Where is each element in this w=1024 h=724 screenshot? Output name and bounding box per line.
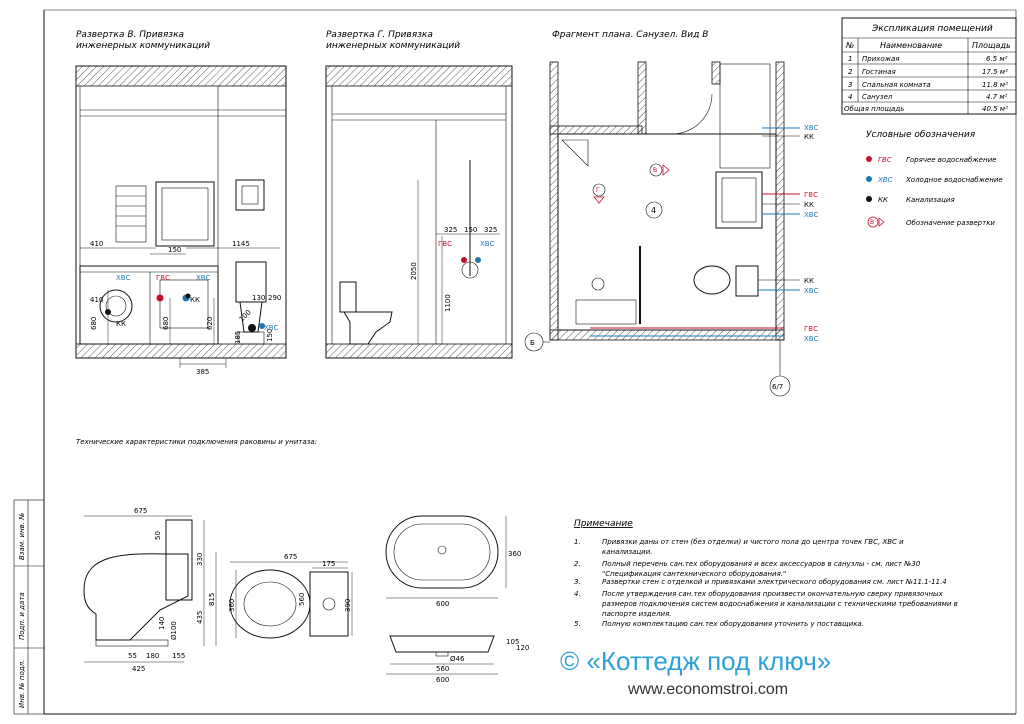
legend-code-mark: В <box>870 219 875 226</box>
note-line: размеров подключения систем водоснабжения и канализации с техническими требованиями в <box>602 600 958 608</box>
dim-v-150b: 150 <box>266 328 274 342</box>
elevation-v <box>76 66 286 376</box>
note-line: Привязки даны от стен (без отделки) и чистого пола до центра точек ГВС, ХВС и <box>602 538 904 546</box>
pipe-label-p-kk2: КК <box>804 201 814 209</box>
tech-title: Технические характеристики подключения раковины и унитаза: <box>76 438 318 446</box>
dim-s-600b: 600 <box>436 676 450 684</box>
explication-table <box>842 18 1016 114</box>
row-n: 2 <box>848 68 853 76</box>
sink-views <box>386 516 529 684</box>
note-number: 3. <box>574 578 581 586</box>
title-view-v-2: инженерных коммуникаций <box>76 41 211 51</box>
title-plan: Фрагмент плана. Санузел. Вид В <box>552 30 709 40</box>
row-n: 4 <box>848 93 853 101</box>
title-view-v-1: Развертка В. Привязка <box>76 30 185 40</box>
dim-s-560: 560 <box>436 665 450 673</box>
dim-t-425: 425 <box>132 665 146 673</box>
note-number: 2. <box>574 560 581 568</box>
dim-v-150: 150 <box>168 246 182 254</box>
plan-mark-v: В <box>653 167 658 174</box>
pipe-label-v-kk1: КК <box>116 320 126 328</box>
plan-mark-g: Г <box>596 187 600 194</box>
pipe-label-v-kk2: КК <box>190 296 200 304</box>
pipe-label-p-cold1: ХВС <box>804 124 819 132</box>
dim-t-330: 330 <box>196 552 204 566</box>
dim-s-105: 105 <box>506 638 520 646</box>
dim-t-435: 435 <box>196 610 204 624</box>
explication-header-name: Наименование <box>880 41 943 50</box>
note-line: "Спецификация сантехнического оборудования." <box>602 570 787 578</box>
pipe-label-g-hot: ГВС <box>438 240 452 248</box>
legend <box>866 130 1003 227</box>
dim-g-1100: 1100 <box>444 294 452 312</box>
title-view-g-1: Развертка Г. Привязка <box>326 30 433 40</box>
pipe-label-g-cold: ХВС <box>480 240 495 248</box>
explication-total-label: Общая площадь <box>844 105 905 113</box>
row-area: 11.8 м² <box>982 81 1008 89</box>
dim-p-675: 675 <box>284 553 298 561</box>
stamp-label-1: Взам. инв. № <box>18 512 26 560</box>
dim-v-130: 130 <box>252 294 266 302</box>
dim-v-680a: 680 <box>90 316 98 330</box>
row-name: Санузел <box>862 93 893 101</box>
note-line: канализации. <box>602 548 653 556</box>
axis-67: 6/7 <box>772 383 784 391</box>
dim-p-390: 390 <box>344 598 352 612</box>
pipe-label-p-hot2: ГВС <box>804 325 818 333</box>
row-area: 6.5 м² <box>986 55 1008 63</box>
dim-t-55: 55 <box>128 652 137 660</box>
explication-header-area: Площадь <box>972 41 1011 50</box>
dim-v-620: 620 <box>206 316 214 330</box>
dim-t-675: 675 <box>134 507 148 515</box>
pipe-label-v-cold3: ХВС <box>264 324 279 332</box>
legend-code-hot: ГВС <box>878 156 892 164</box>
explication-header-n: № <box>846 41 855 50</box>
dim-s-120: 120 <box>516 644 530 652</box>
note-number: 5. <box>574 620 581 628</box>
table-row <box>848 93 1008 101</box>
dim-s-600: 600 <box>436 600 450 608</box>
dim-v-385: 385 <box>196 368 210 376</box>
dim-t-50: 50 <box>154 531 162 540</box>
pipe-label-p-cold3: ХВС <box>804 287 819 295</box>
stamp-label-3: Инв. № подл. <box>18 659 26 708</box>
dim-v-1145: 1145 <box>232 240 250 248</box>
legend-title: Условные обозначения <box>866 130 976 140</box>
dim-v-410a: 410 <box>90 240 104 248</box>
dim-v-290: 290 <box>268 294 282 302</box>
dim-s-360: 360 <box>508 550 522 558</box>
view-titles <box>76 30 708 51</box>
pipe-label-v-cold1: ХВС <box>116 274 131 282</box>
watermark-title: © «Коттедж под ключ» <box>560 646 832 676</box>
dim-s-46: Ø46 <box>450 655 465 663</box>
watermark <box>560 646 831 698</box>
note-line: паспорте изделия. <box>602 610 672 618</box>
dim-t-180: 180 <box>146 652 160 660</box>
pipe-label-p-kk3: КК <box>804 277 814 285</box>
toilet-side-view <box>84 507 216 673</box>
legend-text-mark: Обозначение развертки <box>906 219 995 227</box>
dim-t-100: Ø100 <box>170 621 178 640</box>
table-row <box>848 55 1008 63</box>
note-number: 4. <box>574 590 581 598</box>
pipe-label-p-hot1: ГВС <box>804 191 818 199</box>
dim-t-815: 815 <box>208 592 216 606</box>
elevation-g <box>326 66 512 358</box>
dim-v-410b: 410 <box>90 296 104 304</box>
dim-g-2050: 2050 <box>410 262 418 280</box>
dim-t-155: 155 <box>172 652 186 660</box>
note-line: После утверждения сан.тех оборудования произвести окончательную сверку привязочных <box>602 590 943 598</box>
side-stamp <box>14 500 44 714</box>
dim-g-325b: 325 <box>484 226 498 234</box>
explication-title: Экспликация помещений <box>872 24 993 34</box>
pipe-label-p-kk1: КК <box>804 133 814 141</box>
dim-g-325a: 325 <box>444 226 458 234</box>
watermark-url: www.economstroi.com <box>628 681 789 698</box>
row-area: 4.7 м² <box>986 93 1008 101</box>
sheet-frame <box>44 10 1016 714</box>
note-line: Полный перечень сан.тех оборудования и всех аксессуаров в санузлы - см. лист №30 <box>602 560 921 568</box>
dim-v-185: 185 <box>234 330 242 344</box>
toilet-plan-view <box>228 553 352 638</box>
dim-p-175: 175 <box>322 560 336 568</box>
dim-v-100: 100 <box>237 308 253 324</box>
dim-t-140: 140 <box>158 616 166 630</box>
plan-room-number: 4 <box>651 206 657 215</box>
legend-code-cold: ХВС <box>878 176 893 184</box>
legend-code-sewer: КК <box>878 196 888 204</box>
axis-b: Б <box>530 339 535 347</box>
dim-v-680b: 680 <box>162 316 170 330</box>
note-line: Развертки стен с отделкой и привязками электрического оборудования см. лист №11.1-11.4 <box>602 578 947 586</box>
row-n: 3 <box>848 81 853 89</box>
legend-text-sewer: Канализация <box>906 196 955 204</box>
row-name: Прихожая <box>862 55 900 63</box>
pipe-label-v-hot: ГВС <box>156 274 170 282</box>
title-view-g-2: инженерных коммуникаций <box>326 41 461 51</box>
table-row <box>848 68 1008 76</box>
stamp-label-2: Подп. и дата <box>18 592 26 640</box>
floor-plan <box>525 62 819 396</box>
row-area: 17.5 м² <box>982 68 1008 76</box>
dim-p-360: 360 <box>228 598 236 612</box>
note-number: 1. <box>574 538 581 546</box>
pipe-label-v-cold2: ХВС <box>196 274 211 282</box>
row-name: Спальная комната <box>862 81 931 89</box>
row-n: 1 <box>848 55 853 63</box>
row-name: Гостиная <box>862 68 896 76</box>
pipe-label-p-cold4: ХВС <box>804 335 819 343</box>
legend-text-hot: Горячее водоснабжение <box>906 156 997 164</box>
pipe-label-p-cold2: ХВС <box>804 211 819 219</box>
dim-p-560: 560 <box>298 592 306 606</box>
notes-title: Примечание <box>574 519 633 529</box>
legend-text-cold: Холодное водоснабжение <box>906 176 1003 184</box>
note-line: Полную комплектацию сан.тех оборудования уточнить у поставщика. <box>602 620 864 628</box>
dim-g-150: 150 <box>464 226 478 234</box>
table-row <box>848 81 1008 89</box>
explication-total-value: 40.5 м² <box>982 105 1008 113</box>
notes <box>574 519 958 628</box>
